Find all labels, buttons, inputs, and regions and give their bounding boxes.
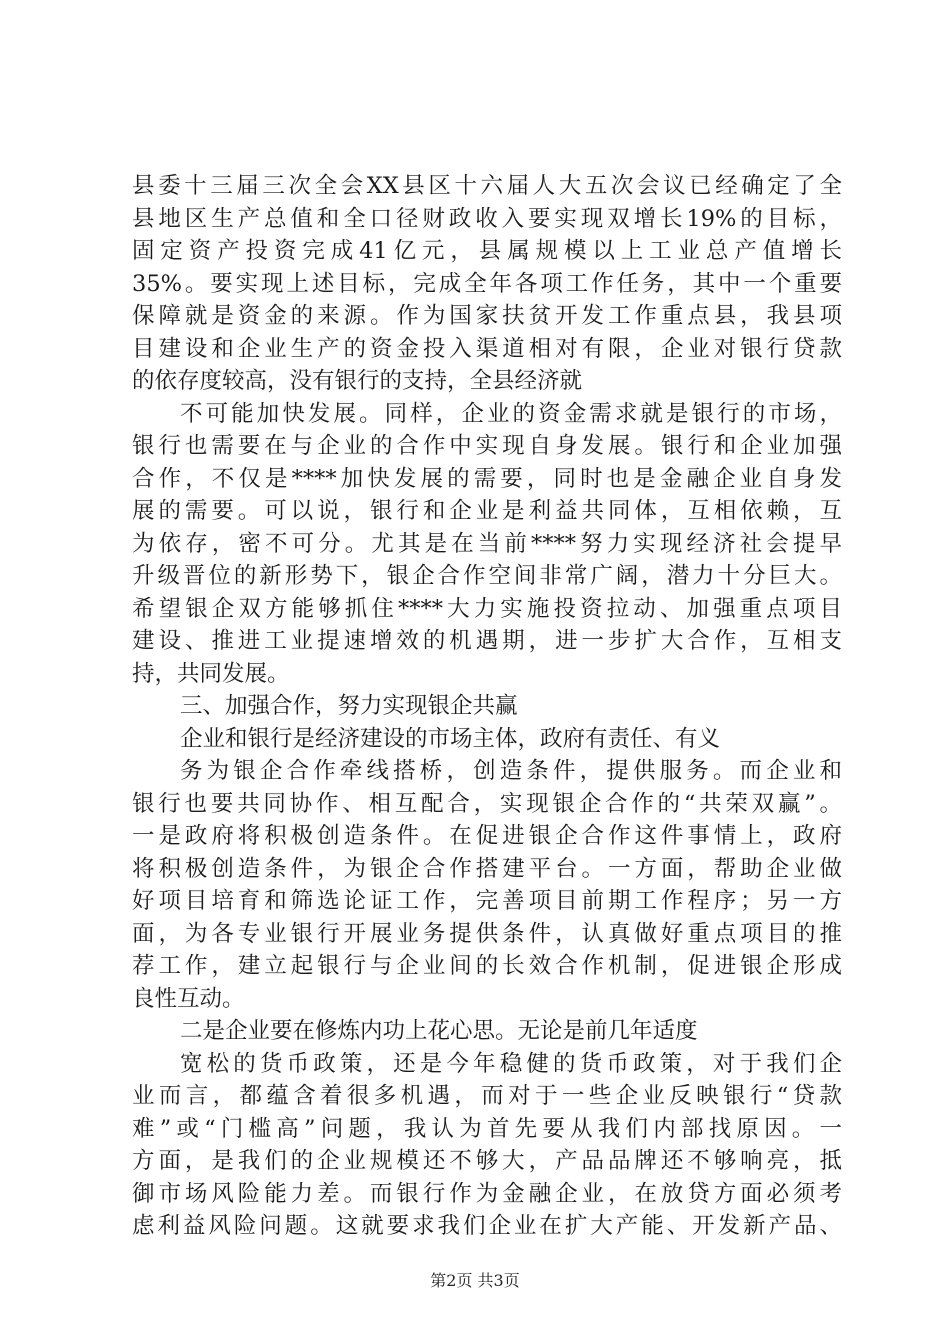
text-line: 县地区生产总值和全口径财政收入要实现双增长19%的目标， <box>132 205 842 232</box>
text-line: 固定资产投资完成41亿元，县属规模以上工业总产值增长 <box>132 238 842 264</box>
text-line: 虑利益风险问题。这就要求我们企业在扩大产能、开发新产品、 <box>132 1213 842 1239</box>
text-line: 御市场风险能力差。而银行作为金融企业，在放贷方面必须考 <box>132 1180 842 1207</box>
text-line: 业而言，都蕴含着很多机遇，而对于一些企业反映银行“贷款 <box>132 1083 842 1109</box>
text-line: 一是政府将积极创造条件。在促进银企合作这件事情上，政府 <box>132 823 842 849</box>
text-line: 务为银企合作牵线搭桥，创造条件，提供服务。而企业和 <box>180 758 842 784</box>
text-line: 展的需要。可以说，银行和企业是利益共同体，互相依赖，互 <box>132 498 842 524</box>
page-footer: 第2页 共3页 <box>430 1271 520 1290</box>
text-line: 县委十三届三次全会XX县区十六届人大五次会议已经确定了全 <box>132 173 842 199</box>
text-line: 希望银企双方能够抓住****大力实施投资拉动、加强重点项目 <box>132 595 842 622</box>
text-line: 二是企业要在修炼内功上花心思。无论是前几年适度 <box>180 1018 698 1044</box>
text-line: 宽松的货币政策，还是今年稳健的货币政策，对于我们企 <box>180 1050 842 1077</box>
text-line: 的依存度较高，没有银行的支持，全县经济就 <box>132 368 583 394</box>
text-line: 建设、推进工业提速增效的机遇期，进一步扩大合作，互相支 <box>132 628 842 654</box>
text-line: 银行也要共同协作、相互配合，实现银企合作的“共荣双赢”。 <box>132 790 842 817</box>
body-text <box>132 170 842 1243</box>
text-line: 为依存，密不可分。尤其是在当前****努力实现经济社会提早 <box>132 530 842 557</box>
text-line: 良性互动。 <box>132 985 245 1012</box>
text-line: 方面，是我们的企业规模还不够大，产品品牌还不够响亮，抵 <box>132 1148 842 1174</box>
text-line: 难”或“门槛高”问题，我认为首先要从我们内部找原因。一 <box>132 1115 842 1142</box>
text-line: 面，为各专业银行开展业务提供条件，认真做好重点项目的推 <box>132 920 842 947</box>
section-heading: 三、加强合作，努力实现银企共赢 <box>180 693 518 719</box>
text-line: 荐工作，建立起银行与企业间的长效合作机制，促进银企形成 <box>132 953 842 979</box>
text-line: 企业和银行是经济建设的市场主体，政府有责任、有义 <box>180 725 721 752</box>
text-line: 35%。要实现上述目标，完成全年各项工作任务，其中一个重要 <box>132 270 842 297</box>
text-line: 升级晋位的新形势下，银企合作空间非常广阔，潜力十分巨大。 <box>132 563 842 589</box>
text-line: 目建设和企业生产的资金投入渠道相对有限，企业对银行贷款 <box>132 335 842 362</box>
text-line: 好项目培育和筛选论证工作，完善项目前期工作程序；另一方 <box>132 888 842 914</box>
text-line: 持，共同发展。 <box>132 660 290 687</box>
text-line: 不可能加快发展。同样，企业的资金需求就是银行的市场， <box>180 400 842 427</box>
text-line: 合作，不仅是****加快发展的需要，同时也是金融企业自身发 <box>132 465 842 492</box>
text-line: 银行也需要在与企业的合作中实现自身发展。银行和企业加强 <box>132 433 842 459</box>
text-line: 将积极创造条件，为银企合作搭建平台。一方面，帮助企业做 <box>132 855 842 882</box>
text-line: 保障就是资金的来源。作为国家扶贫开发工作重点县，我县项 <box>132 303 842 329</box>
